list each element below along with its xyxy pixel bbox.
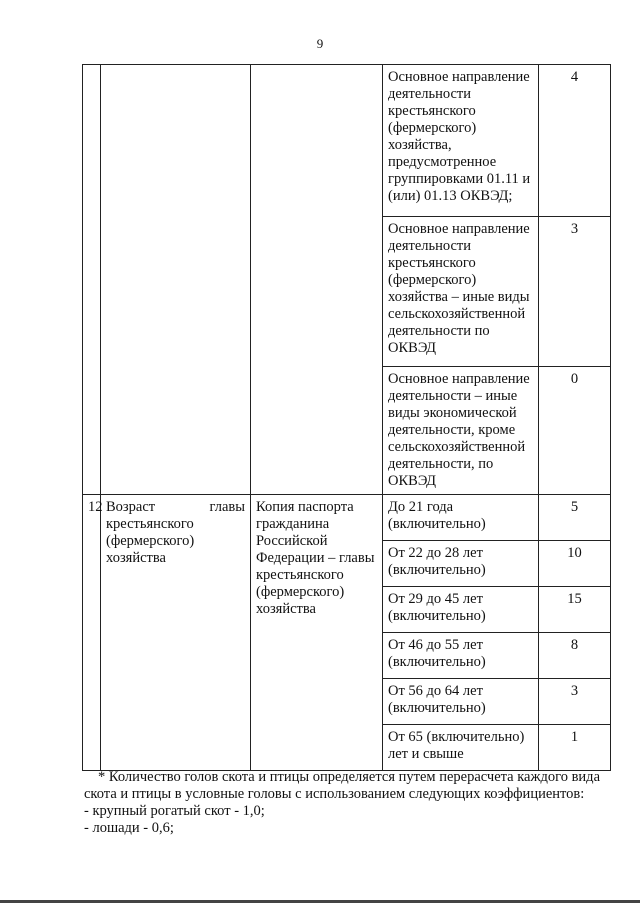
score-cell: 5 bbox=[539, 495, 611, 541]
value-cell: От 56 до 64 лет (включительно) bbox=[383, 679, 539, 725]
value-cell: До 21 года (включительно) bbox=[383, 495, 539, 541]
score-cell: 15 bbox=[539, 587, 611, 633]
document-cell: Копия паспорта гражданина Российской Федерации – главы крестьянского (фермерского) хозяйства bbox=[251, 495, 383, 771]
score-cell: 3 bbox=[539, 217, 611, 367]
scan-edge-line bbox=[0, 900, 640, 903]
value-cell: От 46 до 55 лет (включительно) bbox=[383, 633, 539, 679]
table-row bbox=[83, 65, 611, 217]
criterion-text: крестьянского (фермерского) хозяйства bbox=[106, 516, 195, 566]
footnote bbox=[84, 769, 620, 837]
document-cell bbox=[251, 65, 383, 495]
score-cell: 1 bbox=[539, 725, 611, 771]
value-cell: Основное направление деятельности – иные виды экономической деятельности, кроме сельскохозяйственной деятельности, по ОКВЭД bbox=[383, 367, 539, 495]
criteria-table bbox=[82, 64, 611, 771]
criterion-word: главы bbox=[209, 499, 245, 515]
criterion-cell bbox=[101, 65, 251, 495]
score-cell: 0 bbox=[539, 367, 611, 495]
score-cell: 10 bbox=[539, 541, 611, 587]
footnote-item: - крупный рогатый скот - 1,0; bbox=[84, 803, 265, 819]
criterion-cell bbox=[101, 495, 251, 771]
value-cell: От 22 до 28 лет (включительно) bbox=[383, 541, 539, 587]
criterion-word: Возраст bbox=[106, 499, 156, 515]
score-cell: 8 bbox=[539, 633, 611, 679]
footnote-item: - лошади - 0,6; bbox=[84, 820, 174, 836]
value-cell: От 29 до 45 лет (включительно) bbox=[383, 587, 539, 633]
page-number: 9 bbox=[316, 36, 324, 51]
row-number-cell bbox=[83, 65, 101, 495]
value-cell: От 65 (включительно) лет и свыше bbox=[383, 725, 539, 771]
value-cell: Основное направление деятельности крестьянского (фермерского) хозяйства – иные виды сельскохозяйственной деятельности по ОКВЭД bbox=[383, 217, 539, 367]
footnote-text: * Количество голов скота и птицы определяется путем перерасчета каждого вида скота и птицы в условные головы с использованием следующих коэффициентов: bbox=[84, 769, 600, 802]
row-number-cell: 12 bbox=[83, 495, 101, 771]
score-cell: 3 bbox=[539, 679, 611, 725]
score-cell: 4 bbox=[539, 65, 611, 217]
value-cell: Основное направление деятельности крестьянского (фермерского) хозяйства, предусмотренное группировками 01.11 и (или) 01.13 ОКВЭД; bbox=[383, 65, 539, 217]
table-row bbox=[83, 495, 611, 541]
